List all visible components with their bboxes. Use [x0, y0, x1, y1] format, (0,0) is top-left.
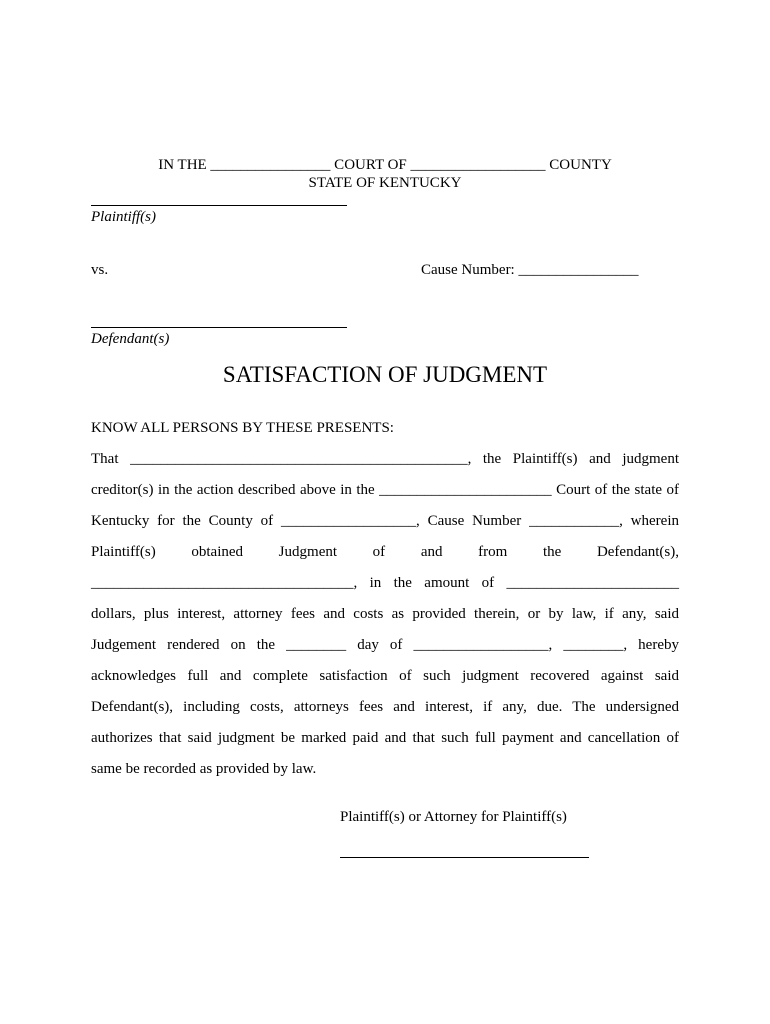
body-line: creditor(s) in the action described above in the _______________________ Court of the state of: [91, 482, 679, 498]
body-line: Judgement rendered on the ________ day of __________________, ________, hereby: [91, 637, 679, 653]
cause-number: Cause Number: ________________: [421, 262, 639, 278]
court-header-line: IN THE ________________ COURT OF __________________ COUNTY: [158, 157, 612, 173]
document-title: SATISFACTION OF JUDGMENT: [222, 362, 548, 387]
body-line: Kentucky for the County of __________________, Cause Number ____________, wherein: [91, 513, 679, 529]
body-line: same be recorded as provided by law.: [91, 761, 317, 777]
state-line: STATE OF KENTUCKY: [308, 175, 462, 191]
body-line: acknowledges full and complete satisfaction of such judgment recovered against said: [91, 668, 679, 684]
body-line: Plaintiff(s) obtained Judgment of and from the Defendant(s),: [91, 544, 679, 560]
plaintiff-label: Plaintiff(s): [91, 209, 156, 225]
signature-line: [340, 857, 589, 858]
versus-text: vs.: [91, 262, 109, 278]
intro-text: KNOW ALL PERSONS BY THESE PRESENTS:: [91, 420, 394, 436]
signature-label: Plaintiff(s) or Attorney for Plaintiff(s): [340, 809, 567, 825]
defendant-label: Defendant(s): [91, 331, 170, 347]
body-line: dollars, plus interest, attorney fees and costs as provided therein, or by law, if any, said: [91, 606, 679, 622]
body-line: That _____________________________________________, the Plaintiff(s) and judgment: [91, 451, 679, 467]
plaintiff-name-line: [91, 205, 347, 206]
body-line: authorizes that said judgment be marked paid and that such full payment and cancellation of: [91, 730, 679, 746]
body-line: ___________________________________, in the amount of _______________________: [91, 575, 679, 591]
body-line: Defendant(s), including costs, attorneys fees and interest, if any, due. The undersigned: [91, 699, 679, 715]
defendant-name-line: [91, 327, 347, 328]
